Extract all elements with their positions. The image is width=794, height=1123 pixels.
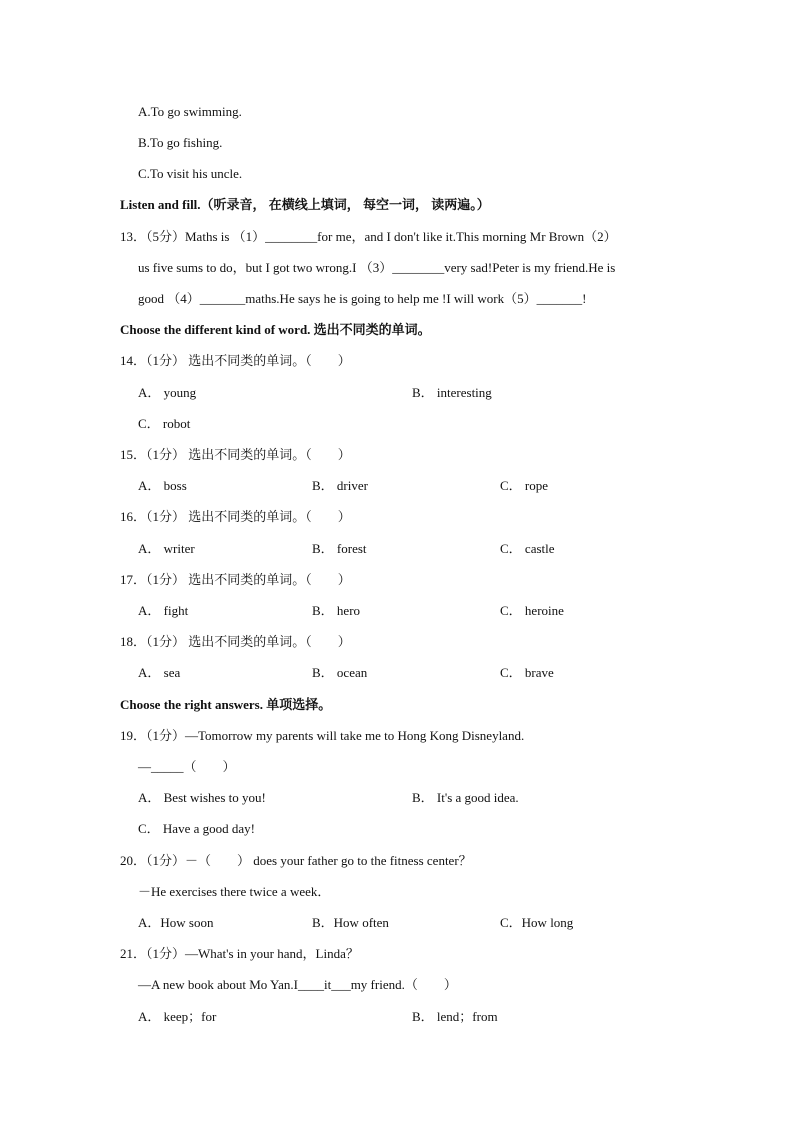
question-19-option-b: B． It's a good idea. <box>412 790 519 805</box>
option-a: A.To go swimming. <box>138 104 242 119</box>
question-17-option-b: B． hero <box>312 603 361 618</box>
section-heading-listen: Listen and fill.（听录音， 在横线上填词， 每空一词， 读两遍。） <box>120 197 490 212</box>
section-heading-right-answers: Choose the right answers. 单项选择。 <box>120 697 332 712</box>
question-21-stem: 21．（1分）—What's in your hand，Linda？ <box>120 946 359 961</box>
question-19-response: —_____（ ） <box>138 759 236 774</box>
question-19-option-a: A． Best wishes to you! <box>138 790 266 805</box>
question-18-stem: 18．（1分） 选出不同类的单词。（ ） <box>120 634 351 649</box>
question-20-option-b: B．How often <box>312 915 389 930</box>
question-15-stem: 15．（1分） 选出不同类的单词。（ ） <box>120 447 351 462</box>
question-14-option-a: A． young <box>138 385 197 400</box>
question-20-stem: 20．（1分）－（ ） does your father go to the fitness center？ <box>120 853 472 868</box>
question-18-option-a: A． sea <box>138 665 181 680</box>
question-21-option-b: B． lend；from <box>412 1009 498 1024</box>
question-17-option-c: C． heroine <box>500 603 564 618</box>
question-21-option-a: A． keep；for <box>138 1009 217 1024</box>
question-17-stem: 17．（1分） 选出不同类的单词。（ ） <box>120 572 351 587</box>
question-16-option-c: C． castle <box>500 541 555 556</box>
question-13-line-1: 13．（5分）Maths is （1）________for me，and I don't like it.This morning Mr Brown（2） <box>120 229 617 244</box>
question-20-response: －He exercises there twice a week． <box>138 884 331 899</box>
section-heading-different: Choose the different kind of word. 选出不同类的单词。 <box>120 322 431 337</box>
question-19-option-c: C． Have a good day! <box>138 821 255 836</box>
question-15-option-c: C． rope <box>500 478 549 493</box>
question-19-stem: 19．（1分）—Tomorrow my parents will take me to Hong Kong Disneyland. <box>120 728 525 743</box>
question-14-option-b: B． interesting <box>412 385 492 400</box>
option-b: B.To go fishing. <box>138 135 223 150</box>
question-14-option-c: C． robot <box>138 416 191 431</box>
question-18-option-b: B． ocean <box>312 665 368 680</box>
question-13-line-2: us five sums to do，but I got two wrong.I （3）________very sad!Peter is my friend.He is <box>138 260 616 275</box>
question-16-option-b: B． forest <box>312 541 367 556</box>
question-17-option-a: A． fight <box>138 603 189 618</box>
question-18-option-c: C． brave <box>500 665 554 680</box>
question-15-option-a: A． boss <box>138 478 187 493</box>
question-21-response: —A new book about Mo Yan.I____it___my friend.（ ） <box>138 977 457 992</box>
question-16-option-a: A． writer <box>138 541 195 556</box>
question-14-stem: 14．（1分） 选出不同类的单词。（ ） <box>120 353 351 368</box>
option-c: C.To visit his uncle. <box>138 166 243 181</box>
question-13-line-3: good （4）_______maths.He says he is going to help me !I will work（5）_______! <box>138 291 587 306</box>
question-20-option-c: C．How long <box>500 915 574 930</box>
question-15-option-b: B． driver <box>312 478 368 493</box>
question-20-option-a: A．How soon <box>138 915 214 930</box>
question-16-stem: 16．（1分） 选出不同类的单词。（ ） <box>120 509 351 524</box>
